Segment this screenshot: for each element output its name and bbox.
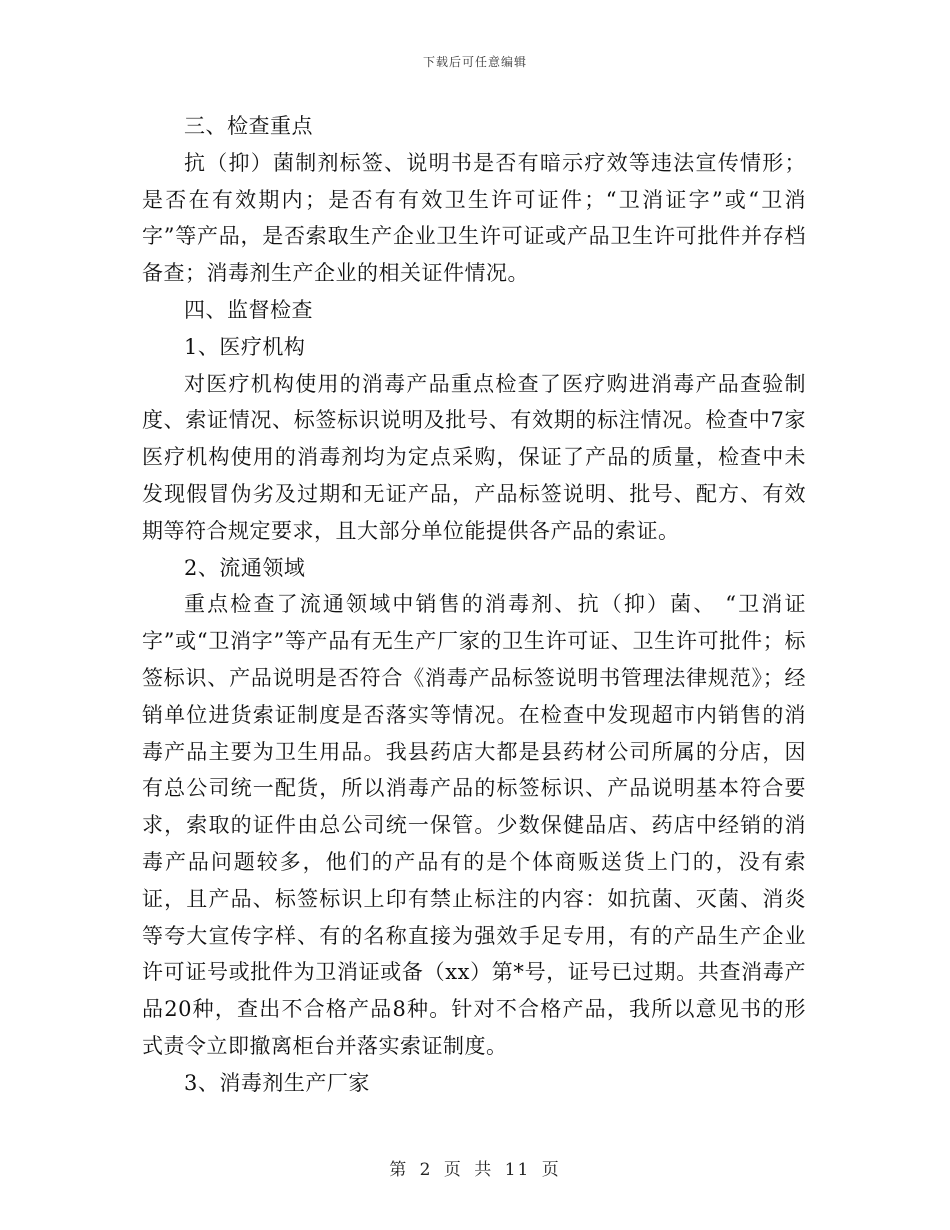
subheading-manufacturers: 3、消毒剂生产厂家 [184, 1070, 370, 1095]
subheading-circulation: 2、流通领域 [184, 555, 306, 580]
paragraph-medical-institutions: 对医疗机构使用的消毒产品重点检查了医疗购进消毒产品查验制度、索证情况、标签标识说明及批号、有效期的标注情况。检查中7家医疗机构使用的消毒剂均为定点采购，保证了产品的质量，检查中未发现假冒伪劣及过期和无证产品，产品标签说明、批号、配方、有效期等符合规定要求，且大部分单位能提供各产品的索证。 [142, 371, 806, 543]
subheading-medical-institutions: 1、医疗机构 [184, 334, 306, 359]
paragraph-inspection-focus: 抗（抑）菌制剂标签、说明书是否有暗示疗效等违法宣传情形；是否在有效期内；是否有有效卫生许可证件；“卫消证字”或“卫消字”等产品，是否索取生产企业卫生许可证或产品卫生许可批件并存档备查；消毒剂生产企业的相关证件情况。 [142, 150, 806, 286]
document-body [142, 108, 806, 1102]
page-header: 下载后可任意编辑 [422, 55, 527, 69]
paragraph-circulation: 重点检查了流通领域中销售的消毒剂、抗（抑）菌、 “卫消证字”或“卫消字”等产品有无生产厂家的卫生许可证、卫生许可批件；标签标识、产品说明是否符合《消毒产品标签说明书管理法律规范》；经销单位进货索证制度是否落实等情况。在检查中发现超市内销售的消毒产品主要为卫生用品。我县药店大都是县药材公司所属的分店，因有总公司统一配货，所以消毒产品的标签标识、产品说明基本符合要求，索取的证件由总公司统一保管。少数保健品店、药店中经销的消毒产品问题较多，他们的产品有的是个体商贩送货上门的，没有索证，且产品、标签标识上印有禁止标注的内容：如抗菌、灭菌、消炎等夸大宣传字样、有的名称直接为强效手足专用，有的产品生产企业许可证号或批件为卫消证或备（xx）第*号，证号已过期。共查消毒产品20种，查出不合格产品8种。针对不合格产品，我所以意见书的形式责令立即撤离柜台并落实索证制度。 [142, 592, 806, 1058]
section-heading-supervision: 四、监督检查 [184, 297, 313, 322]
page-number-footer: 第 2 页 共 11 页 [389, 1160, 561, 1180]
section-heading-inspection-focus: 三、检查重点 [184, 114, 313, 138]
